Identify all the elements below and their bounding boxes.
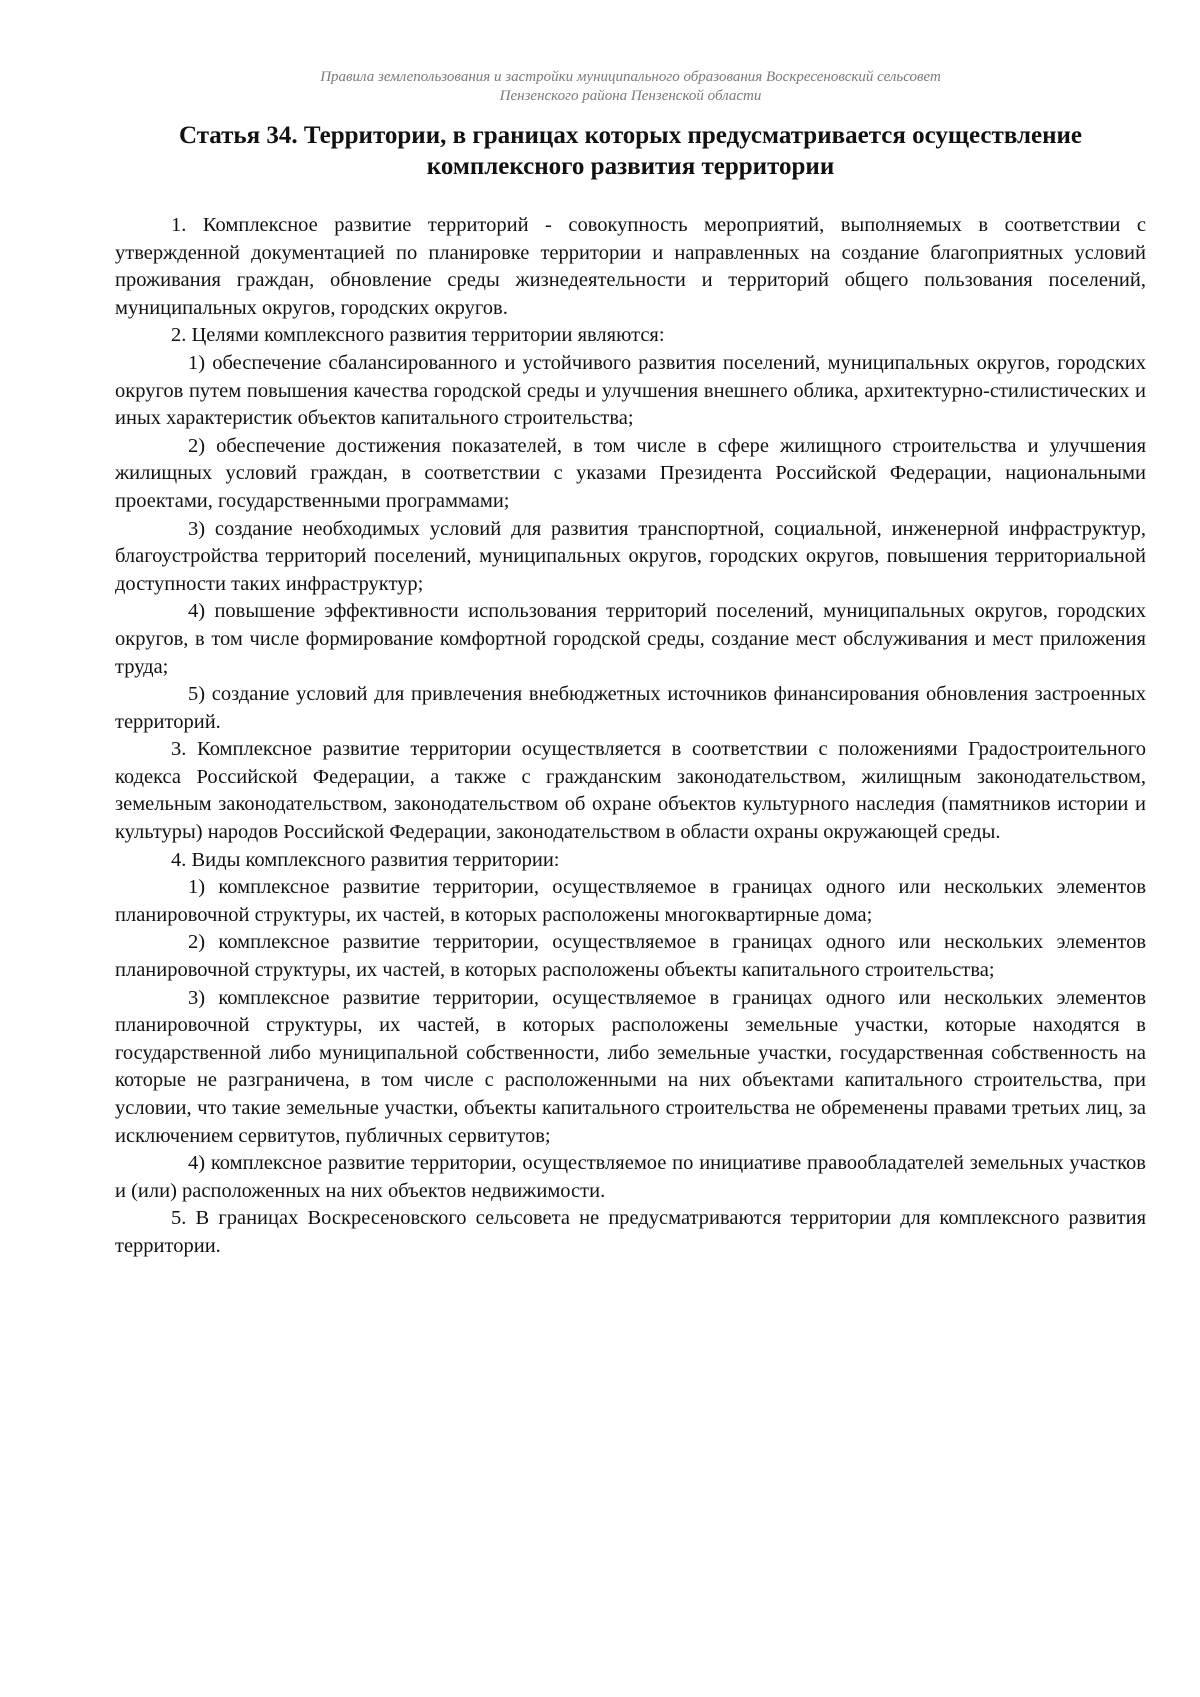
paragraph-5-conclusion: 5. В границах Воскресеновского сельсовета не предусматриваются территории для комплексного развития территории. [115,1207,1146,1257]
goal-item-2: 2) обеспечение достижения показателей, в том числе в сфере жилищного строительства и улучшения жилищных условий граждан, в соответствии с указами Президента Российской Федерации, национальными проектами, государственными программами; [115,434,1146,512]
goal-item-5: 5) создание условий для привлечения внебюджетных источников финансирования обновления застроенных территорий. [115,683,1146,733]
type-item-3: 3) комплексное развитие территории, осуществляемое в границах одного или нескольких элементов планировочной структуры, их частей, в которых расположены земельные участки, которые находятся в государственной либо муниципальной собственности, либо земельные участки, государственная собственность на которые не разграничена, в том числе с расположенными на них объектами капитального строительства, при условии, что такие земельные участки, объекты капитального строительства не обременены правами третьих лиц, за исключением сервитутов, публичных сервитутов; [115,986,1146,1147]
running-header-line-1: Правила землепользования и застройки муниципального образования Воскресеновский сельсовет [320,69,941,85]
running-header-line-2: Пензенского района Пензенской области [499,88,762,104]
goal-item-3: 3) создание необходимых условий для развития транспортной, социальной, инженерной инфраструктур, благоустройства территорий поселений, муниципальных округов, городских округов, повышения территориальной доступности таких инфраструктур; [115,517,1146,595]
article-title-line-2: комплексного развития территории [426,153,835,180]
paragraph-2-goals: 2. Целями комплексного развития территории являются: [171,324,665,347]
article-title [115,120,1146,182]
paragraph-1-definition: 1. Комплексное развитие территорий - совокупность мероприятий, выполняемых в соответствии с утвержденной документацией по планировке территории и направленных на создание благоприятных условий проживания граждан, обновление среды жизнедеятельности и территорий общего пользования поселений, муниципальных округов, городских округов. [115,214,1146,319]
goal-item-1: 1) обеспечение сбалансированного и устойчивого развития поселений, муниципальных округов, городских округов путем повышения качества городской среды и улучшения внешнего облика, архитектурно-стилистических и иных характеристик объектов капитального строительства; [115,351,1146,430]
paragraph-3-legal-basis: 3. Комплексное развитие территории осуществляется в соответствии с положениями Градостроительного кодекса Российской Федерации, а также с гражданским законодательством, жилищным законодательством, земельным законодательством, законодательством об охране объектов культурного наследия (памятников истории и культуры) народов Российской Федерации, законодательством в области охраны окружающей среды. [115,738,1146,844]
running-header [115,68,1146,106]
document-page [115,68,1146,1261]
goal-item-4: 4) повышение эффективности использования территорий поселений, муниципальных округов, городских округов, в том числе формирование комфортной городской среды, создание мест обслуживания и мест приложения труда; [115,600,1146,678]
type-item-4: 4) комплексное развитие территории, осуществляемое по инициативе правообладателей земельных участков и (или) расположенных на них объектов недвижимости. [115,1152,1146,1202]
paragraph-4-types: 4. Виды комплексного развития территории: [171,848,560,871]
type-item-1: 1) комплексное развитие территории, осуществляемое в границах одного или нескольких элементов планировочной структуры, их частей, в которых расположены многоквартирные дома; [115,876,1146,926]
type-item-2: 2) комплексное развитие территории, осуществляемое в границах одного или нескольких элементов планировочной структуры, их частей, в которых расположены объекты капитального строительства; [115,931,1146,982]
article-body [115,212,1146,1261]
article-title-line-1: Статья 34. Территории, в границах которых предусматривается осуществление [178,122,1083,149]
